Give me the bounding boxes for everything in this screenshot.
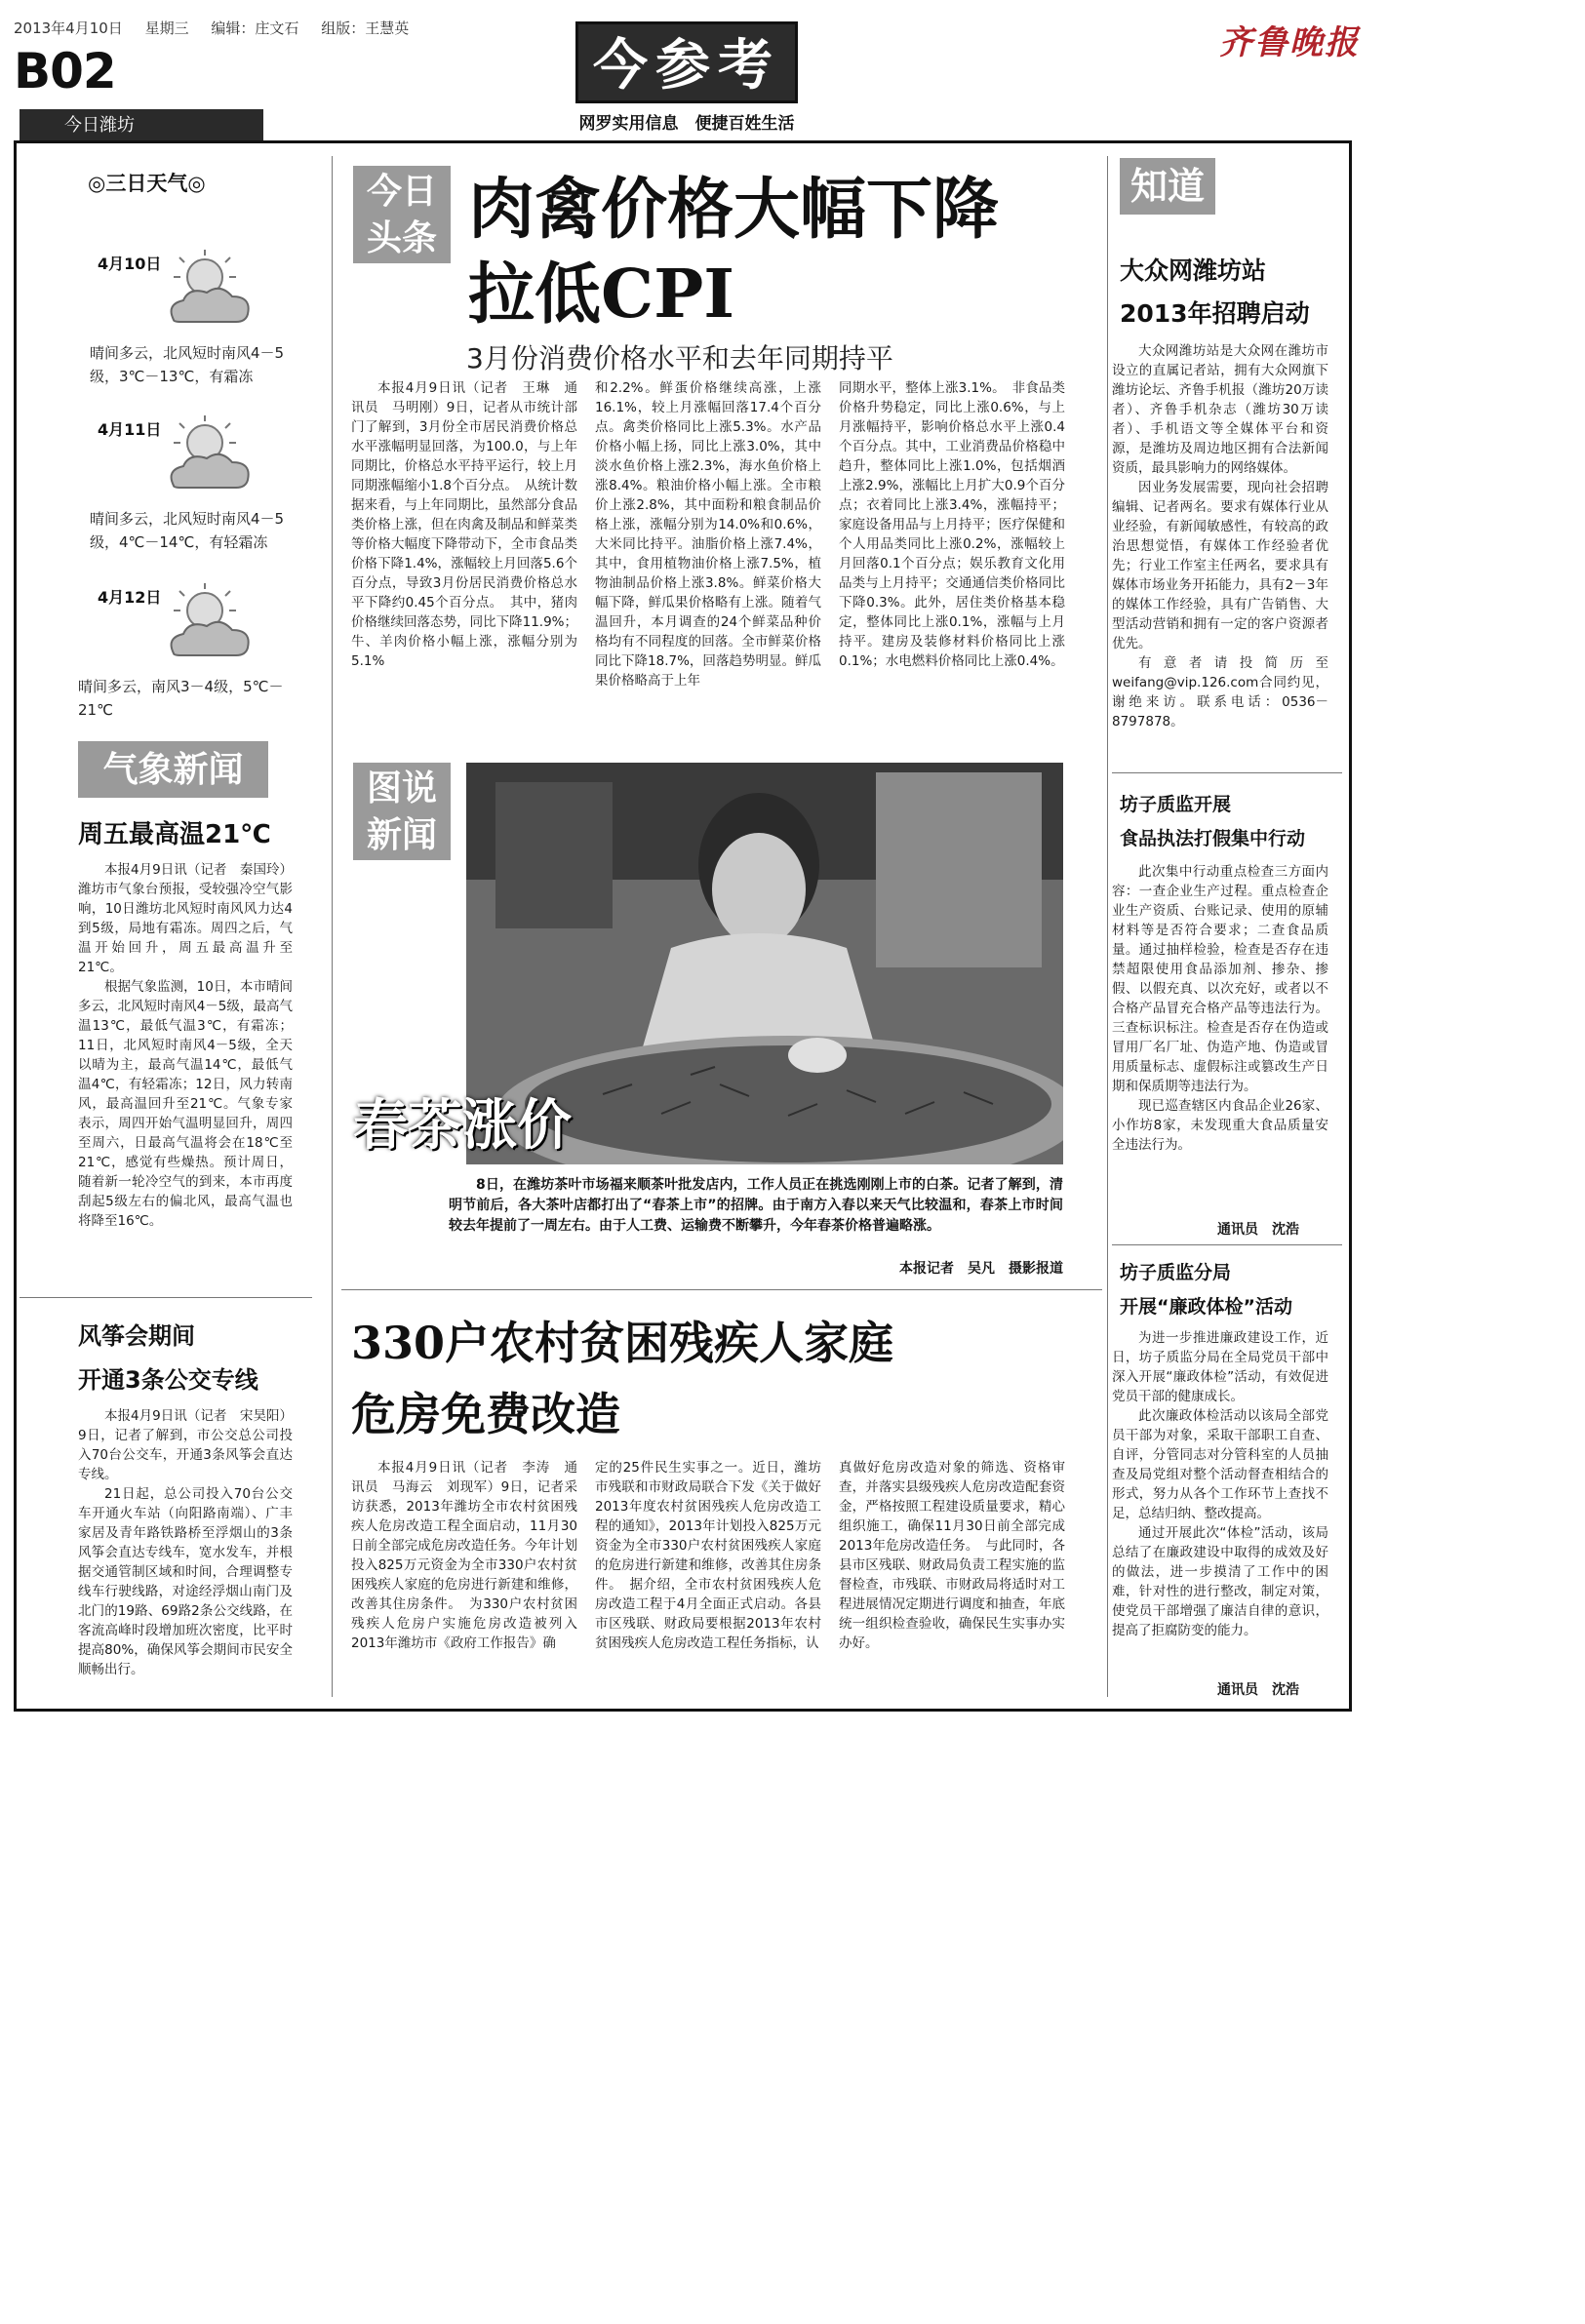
weather-text: 晴间多云，北风短时南风4－5级，4℃－14℃，有轻霜冻: [90, 510, 285, 551]
housing-column-1: 本报4月9日讯（记者 李涛 通讯员 马海云 刘现军）9日，记者采访获悉，2013年潍坊全市农村贫困残疾人危房改造工程全面启动，11月30日前全部完成危房改造任务。今年计划投入825万元资金为全市330户农村贫困残疾人家庭的危房进行新建和维修，改善其住房条件。 为330户农村贫困残疾人危房户实施危房改造被列入2013年潍坊市《政府工作报告》确: [351, 1460, 577, 1651]
weather-date: 4月10日: [98, 255, 162, 273]
paragraph: 现已巡查辖区内食品企业26家、小作坊8家，未发现重大食品质量安全违法行为。: [1112, 1098, 1328, 1153]
frame-top-rule: [14, 140, 1352, 143]
paragraph: 为进一步推进廉政建设工作，近日，坊子质监分局在全局党员干部中深入开展“廉政体检”活动，有效促进党员干部的健康成长。: [1112, 1330, 1328, 1404]
lead-headline-line2: 拉低CPI: [468, 256, 735, 334]
section-rule: [20, 1297, 312, 1298]
photo-news-label: [353, 763, 451, 860]
section-rule: [341, 1289, 1102, 1290]
kite-body: [78, 1406, 293, 1679]
page-number: B02: [14, 43, 116, 99]
section-tab: 今日潍坊: [20, 109, 263, 142]
kite-headline-line1: 风筝会期间: [78, 1322, 195, 1350]
clean-body: [1112, 1328, 1328, 1640]
page-meta: [14, 18, 426, 38]
paragraph: 根据气象监测，10日，本市晴间多云，北风短时南风4－5级，最高气温13℃，最低气温3℃，有霜冻；11日，北风短时南风4－5级，全天以晴为主，最高气温14℃，最低气温4℃，有轻霜冻；12日，风力转南风，最高温回升至21℃。气象专家表示，周四开始气温明显回升，周四至周六，日最高气温将会在18℃至21℃，感觉有些燥热。预计周日，随着新一轮冷空气的到来，本市再度刮起5级左右的偏北风，最高气温也将降至16℃。: [78, 979, 293, 1229]
photo-label-line2: 新闻: [366, 814, 437, 855]
kite-headline-line2: 开通3条公交专线: [78, 1366, 258, 1394]
masthead-subtitle: 网罗实用信息 便捷百姓生活: [578, 114, 795, 134]
weather-day-1: [98, 252, 161, 274]
clean-credit: 通讯员 沈浩: [1217, 1682, 1299, 1698]
paragraph: 因业务发展需要，现向社会招聘编辑、记者两名。要求有媒体行业从业经验，有新闻敏感性，有较高的政治思想觉悟，有媒体工作经验者优先；行业工作室主任两名，要求具有媒体市场业务开拓能力，具有2－3年的媒体工作经验，具有广告销售、大型活动营销和拥有一定的客户资源者优先。: [1112, 480, 1328, 651]
issue-weekday: 星期三: [144, 20, 189, 37]
paragraph: 通过开展此次“体检”活动，该局总结了在廉政建设中取得的成效及好的做法，进一步摸清了工作中的困难，针对性的进行整改，制定对策，使党员干部增强了廉洁自律的意识，提高了拒腐防变的能力。: [1112, 1525, 1328, 1638]
editor-credit: 编辑：庄文石: [211, 20, 299, 37]
lead-label-line2: 头条: [366, 217, 437, 258]
newspaper-logo: 齐鲁晚报: [1219, 23, 1360, 62]
right-label: 知道: [1120, 158, 1215, 215]
housing-headline-line2: 危房免费改造: [351, 1388, 620, 1440]
housing-column-2: 定的25件民生实事之一。近日，潍坊市残联和市财政局联合下发《关于做好2013年度农村贫困残疾人危房改造工程的通知》，2013年计划投入825万元资金为全市330户农村贫困残疾人家庭的危房进行新建和维修，改善其住房条件。 据介绍，全市农村贫困残疾人危房改造工程于4月全面正式启动。各县市区残联、财政局要根据2013年农村贫困残疾人危房改造工程任务指标，认: [595, 1460, 821, 1651]
sun-cloud-icon: [156, 410, 261, 499]
photo-credit: 本报记者 吴凡 摄影报道: [899, 1261, 1063, 1277]
recruit-headline-line2: 2013年招聘启动: [1120, 299, 1310, 328]
food-credit: 通讯员 沈浩: [1217, 1222, 1299, 1238]
lead-column-1: 本报4月9日讯（记者 王琳 通讯员 马明刚）9日，记者从市统计部门了解到，3月份全市居民消费价格总水平涨幅明显回落，为100.0，与上年同期比，价格总水平持平运行，较上月同期涨幅缩小1.8个百分点。 从统计数据来看，与上年同期比，虽然部分食品类价格上涨，但在肉禽及制品和鲜菜类等价格大幅度下降带动下，全市食品类价格下降1.4%，涨幅较上月回落5.6个百分点，导致3月份居民消费价格总水平下降约0.45个百分点。 其中，猪肉价格继续回落态势，同比下降11.9%；牛、羊肉价格小幅上涨，涨幅分别为5.1%: [351, 380, 577, 669]
recruit-headline-line1: 大众网潍坊站: [1120, 256, 1267, 285]
column-divider-right: [1107, 156, 1108, 1697]
lead-label: [353, 166, 451, 263]
paragraph: 此次廉政体检活动以该局全部党员干部为对象，采取干部职工自查、自评，分管同志对分管科室的人员抽查及局党组对整个活动督查相结合的形式，努力从各个工作环节上查找不足，总结归纳、整改提高。: [1112, 1408, 1328, 1521]
housing-column-3: 真做好危房改造对象的筛选、资格审查，并落实县级残疾人危房改造配套资金，严格按照工程建设质量要求，精心组织施工，确保11月30日前全部完成2013年危房改造任务。 与此同时，各县市区残联、财政局负责工程实施的监督检查，市残联、市财政局将适时对工程进展情况定期进行调度和抽查，年底统一组织检查验收，确保民生实事办实办好。: [839, 1460, 1065, 1651]
food-body: [1112, 862, 1328, 1155]
weather-text: 晴间多云，北风短时南风4－5级，3℃－13℃，有霜冻: [90, 344, 285, 385]
frame-right-rule: [1349, 140, 1352, 1711]
weather-day-3: [98, 585, 161, 608]
paragraph: 本报4月9日讯（记者 宋昊阳）9日，记者了解到，市公交总公司投入70台公交车，开通3条风筝会直达专线。: [78, 1408, 293, 1482]
frame-bottom-rule: [14, 1709, 1352, 1712]
lead-column-2: 和2.2%。鲜蛋价格继续高涨，上涨16.1%，较上月涨幅回落17.4个百分点。禽类价格同比上涨5.3%。水产品价格小幅上扬，同比上涨3.0%，其中淡水鱼价格上涨2.3%，海水鱼价格上涨8.4%。粮油价格小幅上涨。全市粮价上涨2.8%，其中面粉和粮食制品价格上涨，涨幅分别为14.0%和0.6%，大米同比持平。油脂价格上涨7.4%，其中，食用植物油价格上涨7.5%，植物油制品价格上涨3.8%。鲜菜价格大幅下降，鲜瓜果价格略有上涨。随着气温回升，本月调查的24个鲜菜品种价格均有不同程度的回落。全市鲜菜价格同比下降18.7%，回落趋势明显。鲜瓜果价格略高于上年: [595, 380, 821, 689]
section-rule: [1112, 1244, 1342, 1245]
lead-headline-line1: 肉禽价格大幅下降: [468, 171, 1000, 249]
masthead-title: 今参考: [575, 21, 798, 103]
photo-label-line1: 图说: [366, 768, 437, 808]
lead-column-3: 同期水平，整体上涨3.1%。 非食品类价格升势稳定，同比上涨0.6%，与上月涨幅持平，影响价格总水平上涨0.4个百分点。其中，工业消费品价格稳中趋升，整体同比上涨1.0%，包括烟酒上涨2.9%，涨幅比上月扩大0.9个百分点；衣着同比上涨3.4%，涨幅持平；家庭设备用品与上月持平；医疗保健和个人用品类同比上涨0.2%，涨幅较上月回落0.1个百分点；娱乐教育文化用品类与上月持平；交通通信类价格同比下降0.3%。此外，居住类价格基本稳定，整体同比上涨0.1%，涨幅与上月持平。建房及装修材料价格同比上涨0.1%；水电燃料价格同比上涨0.4%。: [839, 380, 1065, 669]
housing-headline-line1: 330户农村贫困残疾人家庭: [351, 1317, 894, 1369]
weather-news-body: [78, 860, 293, 1231]
lead-subhead: 3月份消费价格水平和去年同期持平: [466, 342, 893, 374]
weather-news-label: 气象新闻: [78, 741, 268, 798]
weather-date: 4月12日: [98, 588, 162, 607]
food-headline-line1: 坊子质监开展: [1120, 794, 1232, 815]
weather-text: 晴间多云，南风3－4级，5℃－21℃: [78, 678, 284, 719]
lead-label-line1: 今日: [366, 171, 437, 212]
weather-day-2: [98, 417, 161, 440]
recruit-body: [1112, 341, 1328, 731]
issue-date: 2013年4月10日: [14, 20, 123, 37]
paragraph: 21日起，总公司投入70台公交车开通火车站（向阳路南端）、广丰家居及青年路铁路桥至浮烟山的3条风筝会直达专线车，宽水发车，并根据交通管制区域和时间，合理调整专线车行驶线路，对途经浮烟山南门及北门的19路、69路2条公交线路，在客流高峰时段增加班次密度，比平时提高80%，确保风筝会期间市民安全顺畅出行。: [78, 1486, 293, 1677]
section-rule: [1112, 772, 1342, 773]
paragraph: 有意者请投简历至weifang@vip.126.com合同约见，谢绝来访。联系电话：0536－8797878。: [1112, 655, 1328, 729]
photo-caption: 8日，在潍坊茶叶市场福来顺茶叶批发店内，工作人员正在挑选刚刚上市的白茶。记者了解到，清明节前后，各大茶叶店都打出了“春茶上市”的招牌。由于南方入春以来天气比较温和，春茶上市时间较去年提前了一周左右。由于人工费、运输费不断攀升，今年春茶价格普遍略涨。: [449, 1177, 1063, 1234]
column-divider-left: [332, 156, 333, 1697]
layout-credit: 组版：王慧英: [321, 20, 410, 37]
food-headline-line2: 食品执法打假集中行动: [1120, 828, 1306, 849]
sun-cloud-icon: [156, 244, 261, 334]
sun-cloud-icon: [156, 577, 261, 667]
paragraph: 大众网潍坊站是大众网在潍坊市设立的直属记者站，拥有大众网旗下潍坊论坛、齐鲁手机报（潍坊20万读者）、齐鲁手机杂志（潍坊30万读者）、手机语文等全媒体平台和资源，是潍坊及周边地区拥有合法新闻资质，最具影响力的网络媒体。: [1112, 343, 1328, 476]
frame-left-rule: [14, 140, 17, 1711]
photo-overlay-title: 春茶涨价: [353, 1093, 572, 1158]
weather-news-headline: 周五最高温21℃: [78, 820, 271, 849]
paragraph: 本报4月9日讯（记者 秦国玲）潍坊市气象台预报，受较强冷空气影响，10日潍坊北风短时南风风力达4到5级，局地有霜冻。周四之后，气温开始回升，周五最高温升至21℃。: [78, 862, 293, 975]
paragraph: 此次集中行动重点检查三方面内容：一查企业生产过程。重点检查企业生产资质、台账记录、使用的原辅材料等是否符合要求；二查食品质量。通过抽样检验，检查是否存在违禁超限使用食品添加剂、掺杂、掺假、以假充真、以次充好，或者以不合格产品冒充合格产品等违法行为。三查标识标注。检查是否存在伪造或冒用厂名厂址、伪造产地、伪造或冒用质量标志、虚假标注或篡改生产日期和保质期等违法行为。: [1112, 864, 1328, 1094]
weather-title: ◎三日天气◎: [88, 172, 206, 195]
clean-headline-line2: 开展“廉政体检”活动: [1120, 1296, 1292, 1318]
weather-date: 4月11日: [98, 420, 162, 439]
clean-headline-line1: 坊子质监分局: [1120, 1262, 1232, 1283]
